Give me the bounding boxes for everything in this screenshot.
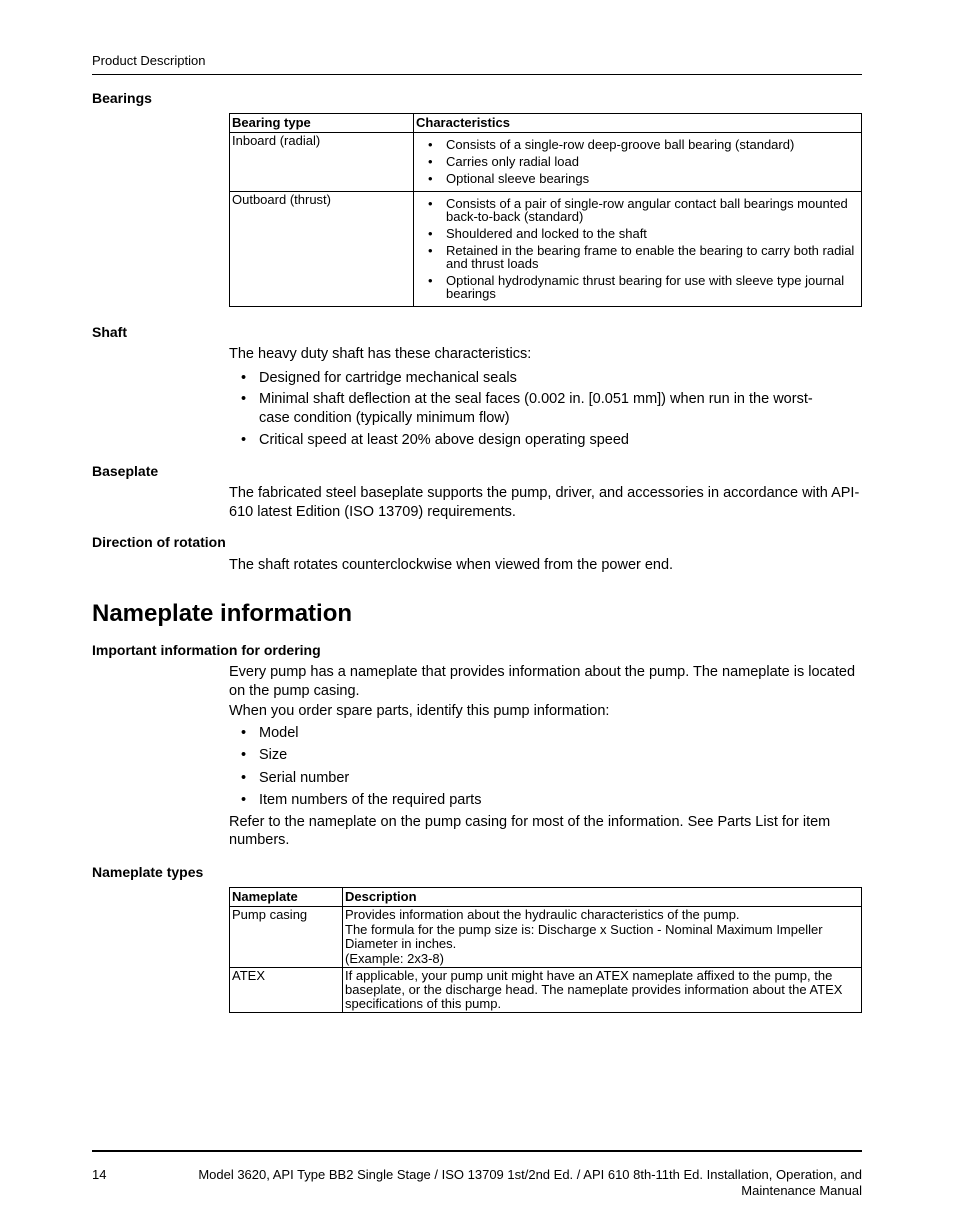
page-number: 14 xyxy=(92,1167,107,1182)
table-header-row xyxy=(230,888,862,907)
ordering-body xyxy=(229,663,862,850)
nameplate-cell: Pump casing xyxy=(230,907,343,968)
ordering-heading: Important information for ordering xyxy=(92,642,321,658)
list-item: • Shouldered and locked to the shaft xyxy=(416,227,859,240)
list-item: • Model xyxy=(229,724,862,743)
shaft-heading: Shaft xyxy=(92,324,127,340)
bearings-table xyxy=(229,113,862,307)
list-item: • Minimal shaft deflection at the seal faces (0.002 in. [0.051 mm]) when run in the worst-case condition (typically minimum flow) xyxy=(229,390,862,427)
table-header-description: Description xyxy=(343,888,862,907)
description-line: The formula for the pump size is: Discharge x Suction - Nominal Maximum Impeller Diameter in inches. xyxy=(345,921,823,951)
ordering-p2: When you order spare parts, identify this pump information: xyxy=(229,703,610,719)
list-item: • Critical speed at least 20% above design operating speed xyxy=(229,431,862,450)
rotation-body xyxy=(229,556,862,575)
table-header-row xyxy=(230,114,862,133)
baseplate-body xyxy=(229,484,862,521)
table-header-characteristics: Characteristics xyxy=(414,114,862,133)
rotation-heading: Direction of rotation xyxy=(92,534,226,550)
description-line: Provides information about the hydraulic characteristics of the pump. xyxy=(345,907,740,922)
nameplate-types-table xyxy=(229,887,862,1013)
list-item: • Serial number xyxy=(229,769,862,788)
characteristics-cell xyxy=(414,192,862,307)
characteristics-list xyxy=(416,134,859,190)
baseplate-heading: Baseplate xyxy=(92,463,159,479)
list-item: • Retained in the bearing frame to enable the bearing to carry both radial and thrust loads xyxy=(416,244,859,270)
list-item: • Consists of a pair of single-row angular contact ball bearings mounted back-to-back (standard) xyxy=(416,197,859,223)
list-item: • Optional sleeve bearings xyxy=(416,172,859,185)
ordering-p1: Every pump has a nameplate that provides information about the pump. The nameplate is located on the pump casing. xyxy=(229,664,856,699)
list-item: • Consists of a single-row deep-groove ball bearing (standard) xyxy=(416,138,859,151)
footer-text: Model 3620, API Type BB2 Single Stage / ISO 13709 1st/2nd Ed. / API 610 8th-11th Ed. Installation, Operation, and Maintenance Manual xyxy=(198,1167,862,1198)
rotation-text: The shaft rotates counterclockwise when viewed from the power end. xyxy=(229,557,674,573)
characteristics-list xyxy=(416,193,859,305)
page-header: Product Description xyxy=(92,53,206,68)
table-header-nameplate: Nameplate xyxy=(230,888,343,907)
baseplate-text: The fabricated steel baseplate supports the pump, driver, and accessories in accordance with API-610 latest Edition (ISO 13709) requirements. xyxy=(229,485,860,520)
bearings-heading: Bearings xyxy=(92,90,152,106)
list-item: • Item numbers of the required parts xyxy=(229,791,862,810)
characteristics-cell xyxy=(414,133,862,192)
shaft-list xyxy=(229,369,862,450)
header-rule xyxy=(92,74,862,75)
bearing-type-cell: Outboard (thrust) xyxy=(230,192,414,307)
table-row xyxy=(230,968,862,1013)
nameplate-types-heading: Nameplate types xyxy=(92,864,204,880)
shaft-intro: The heavy duty shaft has these characteristics: xyxy=(229,346,532,362)
list-item: • Optional hydrodynamic thrust bearing for use with sleeve type journal bearings xyxy=(416,274,859,300)
description-line: (Example: 2x3-8) xyxy=(345,950,444,966)
table-header-bearing-type: Bearing type xyxy=(230,114,414,133)
description-line: If applicable, your pump unit might have an ATEX nameplate affixed to the pump, the baseplate, or the discharge head. The nameplate provides information about the ATEX specifications of this pump. xyxy=(345,968,843,1011)
description-cell xyxy=(343,968,862,1013)
table-row xyxy=(230,907,862,968)
shaft-body xyxy=(229,345,862,450)
nameplate-title: Nameplate information xyxy=(92,600,353,627)
bearing-type-cell: Inboard (radial) xyxy=(230,133,414,192)
nameplate-cell: ATEX xyxy=(230,968,343,1013)
ordering-list xyxy=(229,724,862,810)
list-item: • Designed for cartridge mechanical seals xyxy=(229,369,862,388)
footer-rule xyxy=(92,1150,862,1152)
ordering-p3: Refer to the nameplate on the pump casing for most of the information. See Parts List for item numbers. xyxy=(229,813,831,848)
description-cell xyxy=(343,907,862,968)
table-row xyxy=(230,192,862,307)
list-item: • Size xyxy=(229,746,862,765)
table-row xyxy=(230,133,862,192)
list-item: • Carries only radial load xyxy=(416,155,859,168)
